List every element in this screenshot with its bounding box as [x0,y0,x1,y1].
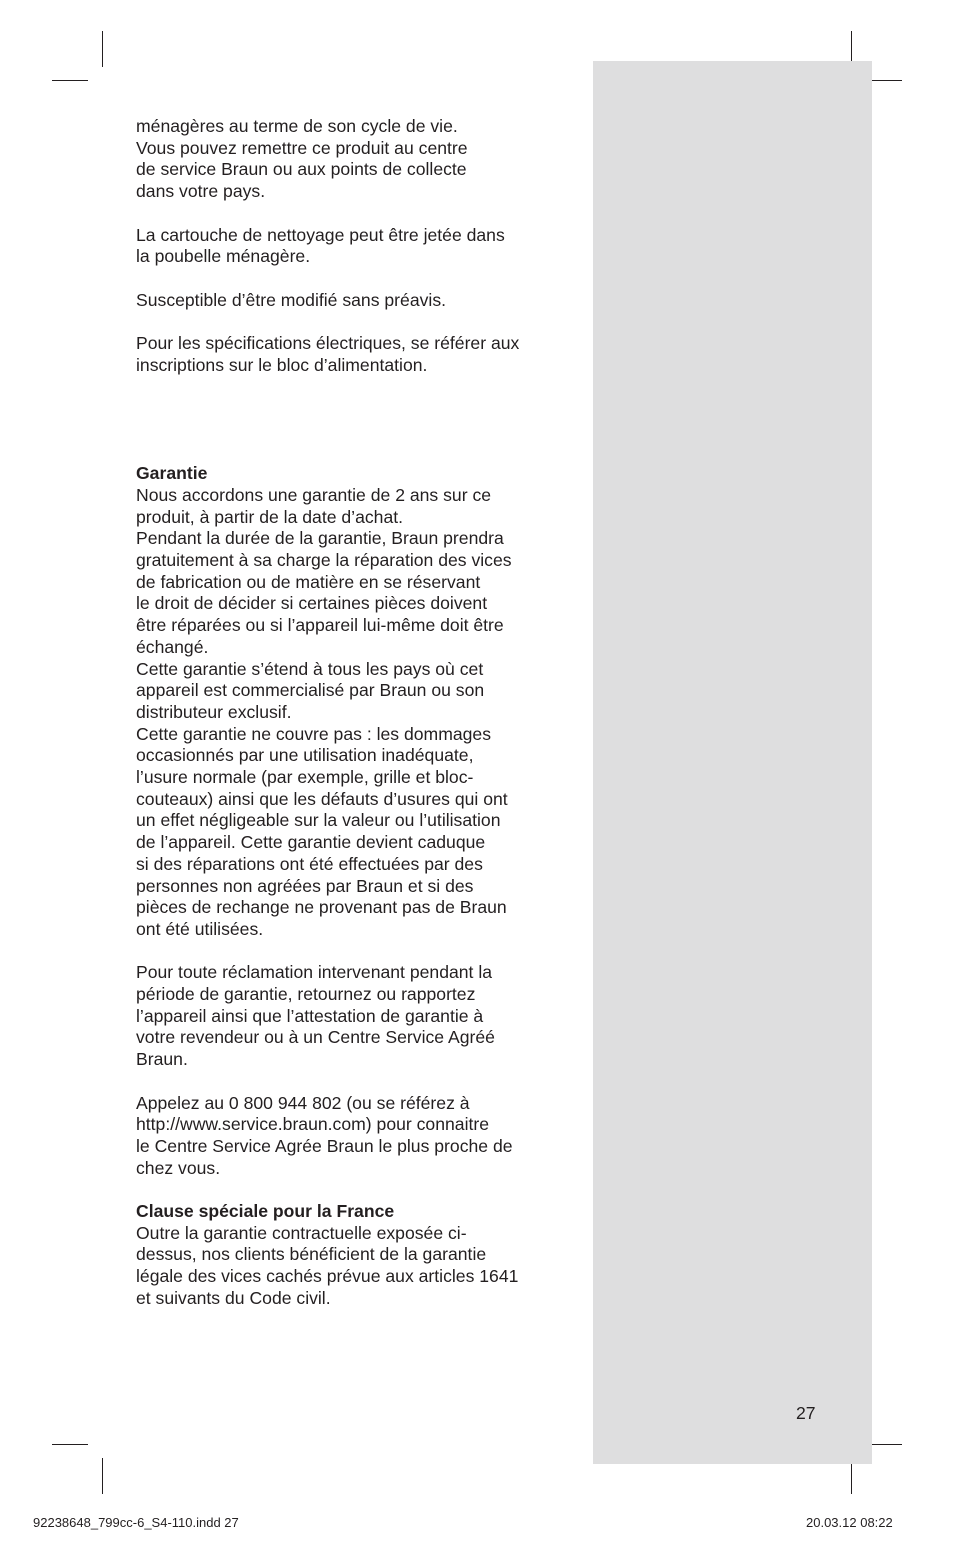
text-line: appareil est commercialisé par Braun ou son [136,680,485,701]
text-line: couteaux) ainsi que les défauts d’usures qui ont [136,788,508,809]
text-line: l’appareil ainsi que l’attestation de garantie à [136,1005,484,1026]
text-line: et suivants du Code civil. [136,1287,331,1308]
text-line: Cette garantie ne couvre pas : les dommages [136,723,492,744]
text-line: de fabrication ou de matière en se réservant [136,571,481,592]
gray-side-panel [593,61,872,1464]
text-line: Pour toute réclamation intervenant pendant la [136,962,493,983]
text-line: gratuitement à sa charge la réparation des vices [136,550,512,570]
text-line: période de garantie, retournez ou rapportez [136,984,476,1005]
text-line: La cartouche de nettoyage peut être jetée dans [136,224,505,245]
text-line: Pour les spécifications électriques, se référer aux [136,332,520,353]
main-text-column [136,116,566,1310]
crop-mark-top-left-vertical [102,31,103,67]
text-line: le droit de décider si certaines pièces doivent [136,593,488,614]
text-line: occasionnés par une utilisation inadéquate, [136,745,474,766]
text-line: être réparées ou si l’appareil lui-même doit être [136,615,504,636]
print-slug-file: 92238648_799cc-6_S4-110.indd 27 [33,1515,239,1530]
text-line: échangé. [136,636,209,657]
text-line: la poubelle ménagère. [136,246,311,267]
crop-mark-top-left-horizontal [52,80,88,81]
guarantee-section [136,463,566,940]
text-line: Vous pouvez remettre ce produit au centre [136,137,468,158]
text-line: votre revendeur ou à un Centre Service Agréé [136,1027,495,1048]
text-line: Nous accordons une garantie de 2 ans sur ce [136,484,492,505]
text-line: de l’appareil. Cette garantie devient caduque [136,832,486,853]
cartridge-paragraph [136,225,566,268]
text-line: Appelez au 0 800 944 802 (ou se référez à [136,1092,470,1113]
call-paragraph [136,1093,566,1180]
text-line: chez vous. [136,1157,221,1178]
claim-paragraph [136,962,566,1071]
crop-mark-bottom-left-vertical [102,1458,103,1494]
electrical-paragraph [136,333,566,376]
print-slug-date: 20.03.12 08:22 [806,1515,893,1530]
text-line: http://www.service.braun.com) pour connaitre [136,1114,490,1135]
france-clause-section [136,1201,566,1310]
text-line: personnes non agréées par Braun et si des [136,875,474,896]
text-line: ont été utilisées. [136,918,264,939]
text-line: ménagères au terme de son cycle de vie. [136,116,458,136]
text-line: Cette garantie s’étend à tous les pays où cet [136,658,484,679]
france-clause-heading: Clause spéciale pour la France [136,1201,395,1222]
crop-mark-bottom-left-horizontal [52,1444,88,1445]
text-line: si des réparations ont été effectuées par des [136,853,483,874]
text-line: Pendant la durée de la garantie, Braun prendra [136,528,504,549]
intro-paragraph [136,116,566,203]
page-number: 27 [796,1403,816,1423]
text-line: Braun. [136,1049,188,1070]
text-line: un effet négligeable sur la valeur ou l’utilisation [136,810,501,831]
text-line: de service Braun ou aux points de collecte [136,159,467,180]
notice-paragraph [136,290,566,312]
text-line: dans votre pays. [136,181,266,202]
text-line: le Centre Service Agrée Braun le plus proche de [136,1135,513,1156]
text-line: légale des vices cachés prévue aux articles 1641 [136,1266,519,1287]
text-line: Susceptible d’être modifié sans préavis. [136,289,447,310]
text-line: distributeur exclusif. [136,701,292,722]
text-line: produit, à partir de la date d’achat. [136,506,404,527]
guarantee-heading: Garantie [136,463,208,484]
text-line: pièces de rechange ne provenant pas de Braun [136,897,507,918]
text-line: inscriptions sur le bloc d’alimentation. [136,354,428,375]
text-line: l’usure normale (par exemple, grille et bloc- [136,767,474,788]
text-line: Outre la garantie contractuelle exposée ci- [136,1222,467,1243]
text-line: dessus, nos clients bénéficient de la garantie [136,1244,487,1265]
